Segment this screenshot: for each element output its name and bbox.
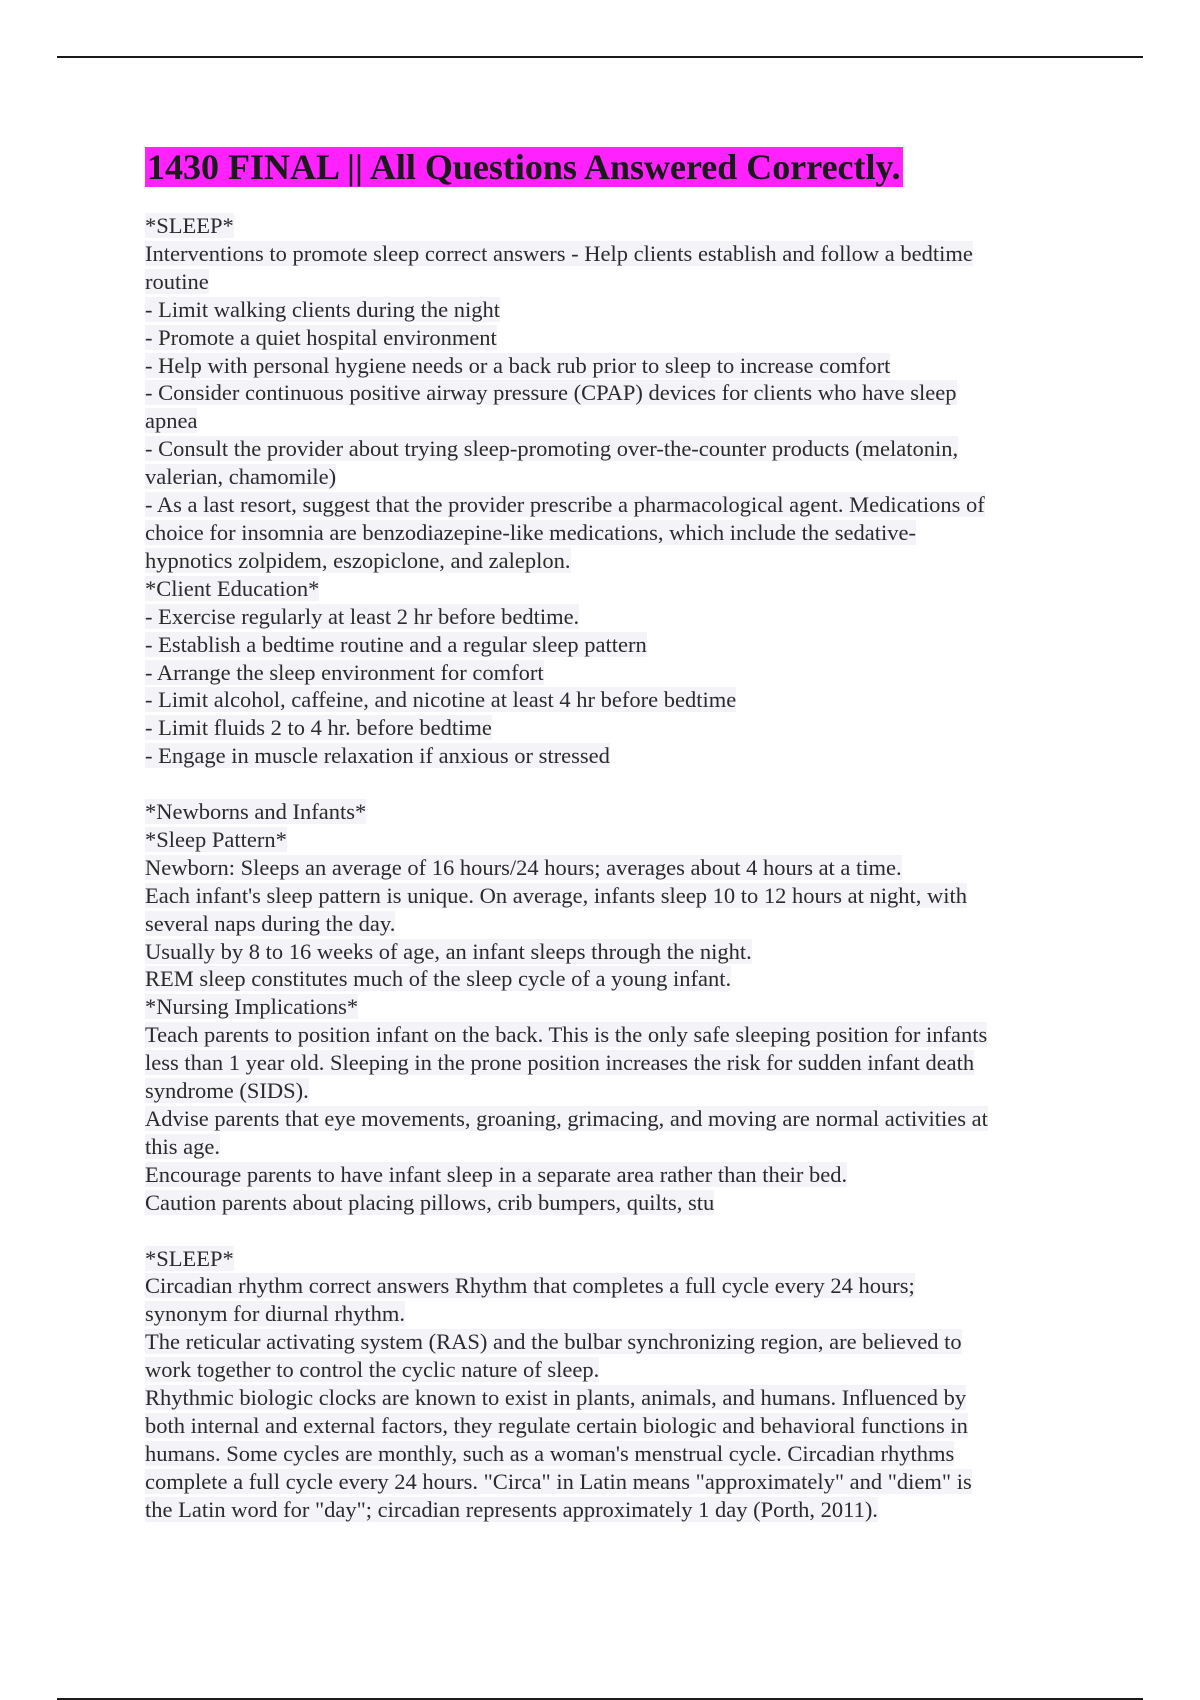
text-line-content: - Limit fluids 2 to 4 hr. before bedtime [145,715,492,741]
text-line-content: Interventions to promote sleep correct answers - Help clients establish and follow a bedtime [145,240,973,266]
text-line [145,379,1065,407]
text-line-content: several naps during the day. [145,910,396,936]
text-line-content: Usually by 8 to 16 weeks of age, an infant sleeps through the night. [145,938,752,964]
text-line [145,603,1065,631]
text-line-content: - Promote a quiet hospital environment [145,324,497,350]
text-line-content: - Consult the provider about trying sleep-promoting over-the-counter products (melatonin, [145,436,959,462]
text-line [145,1300,1065,1328]
text-line-content: both internal and external factors, they regulate certain biologic and behavioral functions in [145,1412,968,1438]
text-line [145,938,1065,966]
text-line [145,631,1065,659]
text-line [145,1105,1065,1133]
text-line-content: *SLEEP* [145,1245,234,1271]
text-line [145,686,1065,714]
text-line [145,575,1065,603]
text-line-content: Rhythmic biologic clocks are known to exist in plants, animals, and humans. Influenced by [145,1385,967,1411]
section-gap [145,1217,1065,1245]
section-gap [145,770,1065,798]
text-line [145,1496,1065,1524]
text-line-content: Teach parents to position infant on the back. This is the only safe sleeping position for infants [145,1022,988,1048]
text-line [145,407,1065,435]
text-line [145,993,1065,1021]
text-line [145,1356,1065,1384]
text-line-content: REM sleep constitutes much of the sleep cycle of a young infant. [145,966,732,992]
text-line [145,798,1065,826]
text-line [145,965,1065,993]
text-line-content: Encourage parents to have infant sleep in a separate area rather than their bed. [145,1161,848,1187]
text-line [145,324,1065,352]
text-line-content: syndrome (SIDS). [145,1078,309,1104]
text-line-content: - As a last resort, suggest that the provider prescribe a pharmacological agent. Medications of [145,492,985,518]
text-line-content: *Newborns and Infants* [145,799,367,825]
text-line [145,714,1065,742]
text-line-content: - Limit walking clients during the night [145,296,500,322]
text-line-content: - Limit alcohol, caffeine, and nicotine at least 4 hr before bedtime [145,687,737,713]
text-line [145,1161,1065,1189]
text-line [145,1189,1065,1217]
text-line [145,296,1065,324]
text-line-content: *SLEEP* [145,213,234,238]
text-line [145,519,1065,547]
text-line [145,910,1065,938]
section-block [145,798,1065,1217]
text-line-content: *Sleep Pattern* [145,826,287,852]
text-line-content: work together to control the cyclic nature of sleep. [145,1357,600,1383]
text-line-content: less than 1 year old. Sleeping in the prone position increases the risk for sudden infant death [145,1050,975,1076]
text-line-content: - Exercise regularly at least 2 hr before bedtime. [145,603,580,629]
text-line [145,240,1065,268]
text-line-content: Advise parents that eye movements, groaning, grimacing, and moving are normal activities at [145,1105,988,1131]
text-line-content: *Nursing Implications* [145,994,359,1020]
text-line [145,491,1065,519]
text-line [145,547,1065,575]
text-line-content: humans. Some cycles are monthly, such as a woman's menstrual cycle. Circadian rhythms [145,1440,955,1466]
text-line [145,212,1065,240]
document-body [145,144,1065,1524]
text-line-content: apnea [145,408,198,434]
text-line [145,1412,1065,1440]
text-line-content: - Consider continuous positive airway pressure (CPAP) devices for clients who have sleep [145,380,957,406]
text-line-content: valerian, chamomile) [145,464,337,490]
text-line [145,1133,1065,1161]
text-line-content: Caution parents about placing pillows, crib bumpers, quilts, stu [145,1189,715,1215]
text-line-content: - Help with personal hygiene needs or a back rub prior to sleep to increase comfort [145,352,891,378]
text-line [145,435,1065,463]
text-line-content: Newborn: Sleeps an average of 16 hours/24 hours; averages about 4 hours at a time. [145,854,902,880]
text-line [145,826,1065,854]
text-line [145,352,1065,380]
text-line-content: complete a full cycle every 24 hours. "Circa" in Latin means "approximately" and "diem" is [145,1468,972,1494]
text-line-content: Circadian rhythm correct answers Rhythm that completes a full cycle every 24 hours; [145,1273,915,1299]
document-title: 1430 FINAL || All Questions Answered Correctly. [147,147,901,187]
text-line [145,463,1065,491]
text-line-content: The reticular activating system (RAS) and the bulbar synchronizing region, are believed to [145,1329,962,1355]
section-block [145,1245,1065,1524]
section-block [145,212,1065,770]
title-row [145,144,1065,190]
text-line-content: - Engage in muscle relaxation if anxious or stressed [145,743,610,769]
text-line [145,882,1065,910]
text-line-content: this age. [145,1133,220,1159]
text-line [145,1272,1065,1300]
text-line [145,1328,1065,1356]
text-line [145,1245,1065,1273]
text-line [145,1468,1065,1496]
text-line [145,1077,1065,1105]
text-line-content: hypnotics zolpidem, eszopiclone, and zaleplon. [145,547,571,573]
text-line-content: routine [145,268,209,294]
text-line [145,742,1065,770]
text-line [145,659,1065,687]
text-line-content: choice for insomnia are benzodiazepine-like medications, which include the sedative- [145,519,916,545]
top-rule [57,56,1143,58]
text-line [145,1049,1065,1077]
sections-container [145,212,1065,1524]
text-line [145,1440,1065,1468]
text-line [145,854,1065,882]
text-line-content: *Client Education* [145,575,320,601]
text-line-content: - Establish a bedtime routine and a regular sleep pattern [145,631,647,657]
text-line [145,268,1065,296]
text-line-content: the Latin word for "day"; circadian represents approximately 1 day (Porth, 2011). [145,1496,878,1522]
text-line-content: - Arrange the sleep environment for comfort [145,659,544,685]
text-line-content: Each infant's sleep pattern is unique. On average, infants sleep 10 to 12 hours at night, with [145,882,967,908]
text-line [145,1384,1065,1412]
text-line-content: synonym for diurnal rhythm. [145,1301,405,1327]
text-line [145,1021,1065,1049]
